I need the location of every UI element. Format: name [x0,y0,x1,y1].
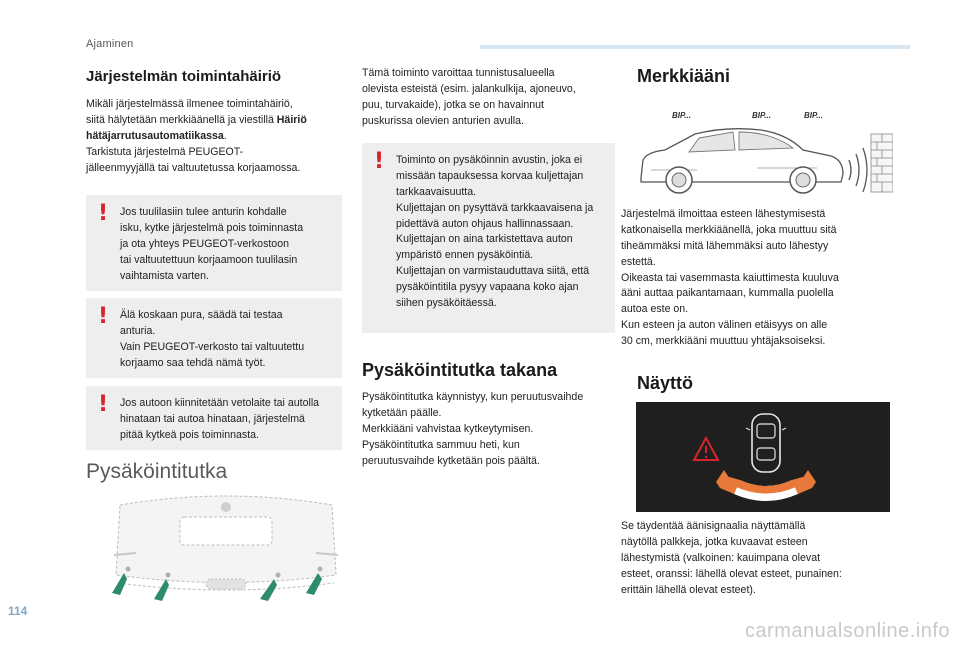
warning-icon: ! [98,304,109,329]
warning-box-towing [86,386,342,450]
section-label: Ajaminen [86,38,134,50]
warning-box-windscreen [86,195,342,291]
page-number: 114 [8,604,28,618]
warning-text: Jos autoon kiinnitetään vetolaite tai autolla hinataan tai autoa hinataan, järjestelmä pitää kytkeä pois toiminnasta. [120,397,320,441]
warning-box-attention [362,143,615,333]
car-side-drawing [637,120,893,199]
beep-label: BIP... [752,111,771,120]
audible-signal-text: Järjestelmä ilmoittaa esteen lähestymisestä katkonaisella merkkiäänellä, joka muuttuu sitä tiheämmäksi mitä lähemmäksi auto lähestyy estettä. Oikeasta tai vasemmasta kaiuttimesta kuuluva ääni auttaa paikantamaan, kummalla puolella autoa este on. Kun esteen ja auton välinen etäisyys on alle 30 cm, merkkiääni muuttuu yhtäjaksoiseksi. [621,208,839,348]
warning-icon: ! [374,149,385,174]
malfunction-title: Järjestelmän toimintahäiriö [86,68,282,85]
warning-icon: ! [98,392,109,417]
warning-text: Jos tuulilasiin tulee anturin kohdalle isku, kytke järjestelmä pois toiminnasta ja ota yhteys PEUGEOT-verkostoon tai valtuutettuun korjaamoon tuulilasin vaihtamista varten. [120,206,304,282]
parking-intro-text: Tämä toiminto varoittaa tunnistusalueella olevista esteistä (esim. jalankulkija, ajoneuvo, puu, turvakaide), jotka se on havainnut puskurissa olevien anturien avulla. [362,67,576,127]
header-bar [480,45,910,49]
warning-icon: ! [98,201,109,226]
warning-text: Toiminto on pysäköinnin avustin, joka ei missään tapauksessa korvaa kuljettajan tarkkaavaisuutta. Kuljettajan on pysyttävä tarkkaavaisena ja pidettävä auton ohjaus hallinnassaan. Kuljettajan on aina tarkistettava auton ympäristö ennen pysäköintiä. Kuljettajan on varmistauduttava siitä, että pysäköintitila pysyy vapaana koko ajan siihen pysäköitäessä. [396,154,594,310]
malfunction-text-b: . Tarkistuta järjestelmä PEUGEOT- jälleenmyyjällä tai valtuutetussa korjaamossa. [86,129,301,174]
car-beep-illustration [637,104,893,199]
rear-parking-sensors-text: Pysäköintitutka käynnistyy, kun peruutusvaihde kytketään päälle. Merkkiääni vahvistaa kytkeytymisen. Pysäköintitutka sammuu heti, kun peruutusvaihde kytketään pois päältä. [362,391,584,467]
malfunction-text [86,97,346,176]
display-illustration [636,402,890,512]
rear-bumper-illustration [110,495,342,610]
warning-text: Älä koskaan pura, säädä tai testaa anturia. Vain PEUGEOT-verkosto tai valtuutettu korjaamo saa tehdä nämä työt. [120,309,305,369]
rear-parking-sensors-title: Pysäköintitutka takana [362,360,558,380]
malfunction-text-a: Mikäli järjestelmässä ilmenee toimintahäiriö, siitä hälytetään merkkiäänellä ja viestillä [86,98,293,126]
warning-box-sensor [86,298,342,378]
display-title: Näyttö [637,373,694,393]
beep-label: BIP... [672,111,691,120]
beep-label: BIP... [804,111,823,120]
audible-signal-title: Merkkiääni [637,66,731,86]
watermark: carmanualsonline.info [744,620,950,642]
parking-sensors-title: Pysäköintitutka [86,460,228,483]
malfunction-text-bold: Häiriö hätäjarrutusautomatiikassa [86,113,307,142]
display-text: Se täydentää äänisignaalia näyttämällä näytöllä palkkeja, jotka kuvaavat esteen lähestymistä (valkoinen: kauimpana olevat esteet, oranssi: lähellä olevat esteet, punainen: erittäin lähellä olevat esteet). [621,520,842,596]
